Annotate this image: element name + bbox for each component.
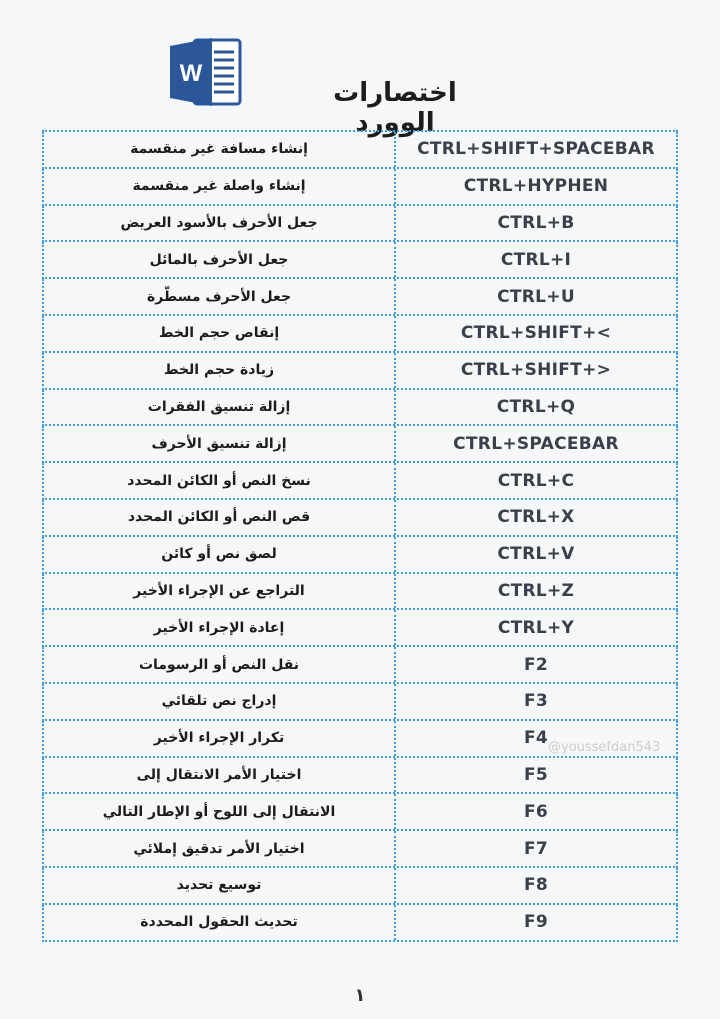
shortcut-row (42, 463, 678, 500)
shortcut-description: نقل النص أو الرسومات (44, 647, 396, 682)
shortcut-key: CTRL+V (497, 544, 575, 565)
shortcut-key: CTRL+SPACEBAR (453, 433, 619, 454)
shortcut-description: التراجع عن الإجراء الأخير (44, 574, 396, 609)
shortcut-key: F7 (523, 838, 549, 859)
shortcut-row (42, 242, 678, 279)
shortcut-description: جعل الأحرف بالأسود العريض (44, 206, 396, 241)
shortcuts-table (42, 130, 678, 942)
header (0, 30, 720, 138)
shortcut-row (42, 132, 678, 169)
shortcut-key: F4 (523, 728, 549, 749)
shortcut-key: CTRL+Z (497, 580, 575, 601)
shortcut-key: CTRL+HYPHEN (463, 176, 609, 197)
shortcut-description: إزالة تنسيق الأحرف (44, 426, 396, 461)
shortcut-key: F9 (523, 912, 549, 933)
shortcut-row (42, 610, 678, 647)
shortcut-row (42, 169, 678, 206)
shortcut-key: F8 (523, 875, 549, 896)
word-logo-letter: W (179, 60, 203, 87)
shortcut-key: CTRL+B (497, 212, 575, 233)
shortcut-row (42, 758, 678, 795)
shortcut-key: CTRL+X (497, 507, 575, 528)
shortcut-row (42, 316, 678, 353)
page-title: اختصارات الوورد (333, 78, 457, 138)
shortcut-description: إدراج نص تلقائي (44, 684, 396, 719)
shortcut-key: CTRL+Q (496, 396, 576, 417)
shortcut-description: لصق نص أو كائن (44, 537, 396, 572)
shortcut-description: تحديث الحقول المحددة (44, 905, 396, 940)
shortcut-key: F3 (523, 691, 549, 712)
shortcut-row (42, 794, 678, 831)
shortcut-row (42, 390, 678, 427)
shortcut-key: CTRL+U (497, 286, 575, 307)
shortcut-key: F5 (523, 764, 549, 785)
shortcut-description: زيادة حجم الخط (44, 353, 396, 388)
shortcut-key: CTRL+SHIFT+> (460, 360, 612, 381)
shortcut-key: F6 (523, 801, 549, 822)
shortcut-description: إزالة تنسيق الفقرات (44, 390, 396, 425)
shortcut-description: إنقاص حجم الخط (44, 316, 396, 351)
shortcut-description: جعل الأحرف بالمائل (44, 242, 396, 277)
shortcut-description: إنشاء مسافة غير منقسمة (44, 132, 396, 167)
shortcut-row (42, 647, 678, 684)
shortcut-description: جعل الأحرف مسطّرة (44, 279, 396, 314)
shortcut-description: تكرار الإجراء الأخير (44, 721, 396, 756)
word-logo-icon (168, 38, 244, 106)
shortcut-key: F2 (523, 654, 549, 675)
shortcut-row (42, 868, 678, 905)
shortcut-description: اختيار الأمر الانتقال إلى (44, 758, 396, 793)
shortcut-key: CTRL+SHIFT+SPACEBAR (417, 139, 655, 160)
shortcut-key: CTRL+SHIFT+< (460, 323, 612, 344)
shortcut-row (42, 684, 678, 721)
watermark: @youssefdan543 (548, 740, 661, 755)
shortcut-description: توسيع تحديد (44, 868, 396, 903)
page-number: ١ (354, 985, 366, 1006)
shortcut-description: إنشاء واصلة غير منقسمة (44, 169, 396, 204)
shortcut-row (42, 353, 678, 390)
shortcut-key: CTRL+Y (497, 617, 575, 638)
shortcut-row (42, 574, 678, 611)
shortcut-row (42, 831, 678, 868)
shortcut-row (42, 426, 678, 463)
shortcut-row (42, 279, 678, 316)
shortcut-row (42, 500, 678, 537)
shortcut-key: CTRL+C (497, 470, 575, 491)
shortcut-description: نسخ النص أو الكائن المحدد (44, 463, 396, 498)
shortcut-description: الانتقال إلى اللوح أو الإطار التالي (44, 794, 396, 829)
shortcut-description: اختيار الأمر تدقيق إملائي (44, 831, 396, 866)
shortcut-description: إعادة الإجراء الأخير (44, 610, 396, 645)
shortcut-row (42, 206, 678, 243)
shortcut-key: CTRL+I (500, 249, 572, 270)
shortcut-row (42, 537, 678, 574)
shortcut-description: قص النص أو الكائن المحدد (44, 500, 396, 535)
shortcut-row (42, 905, 678, 942)
